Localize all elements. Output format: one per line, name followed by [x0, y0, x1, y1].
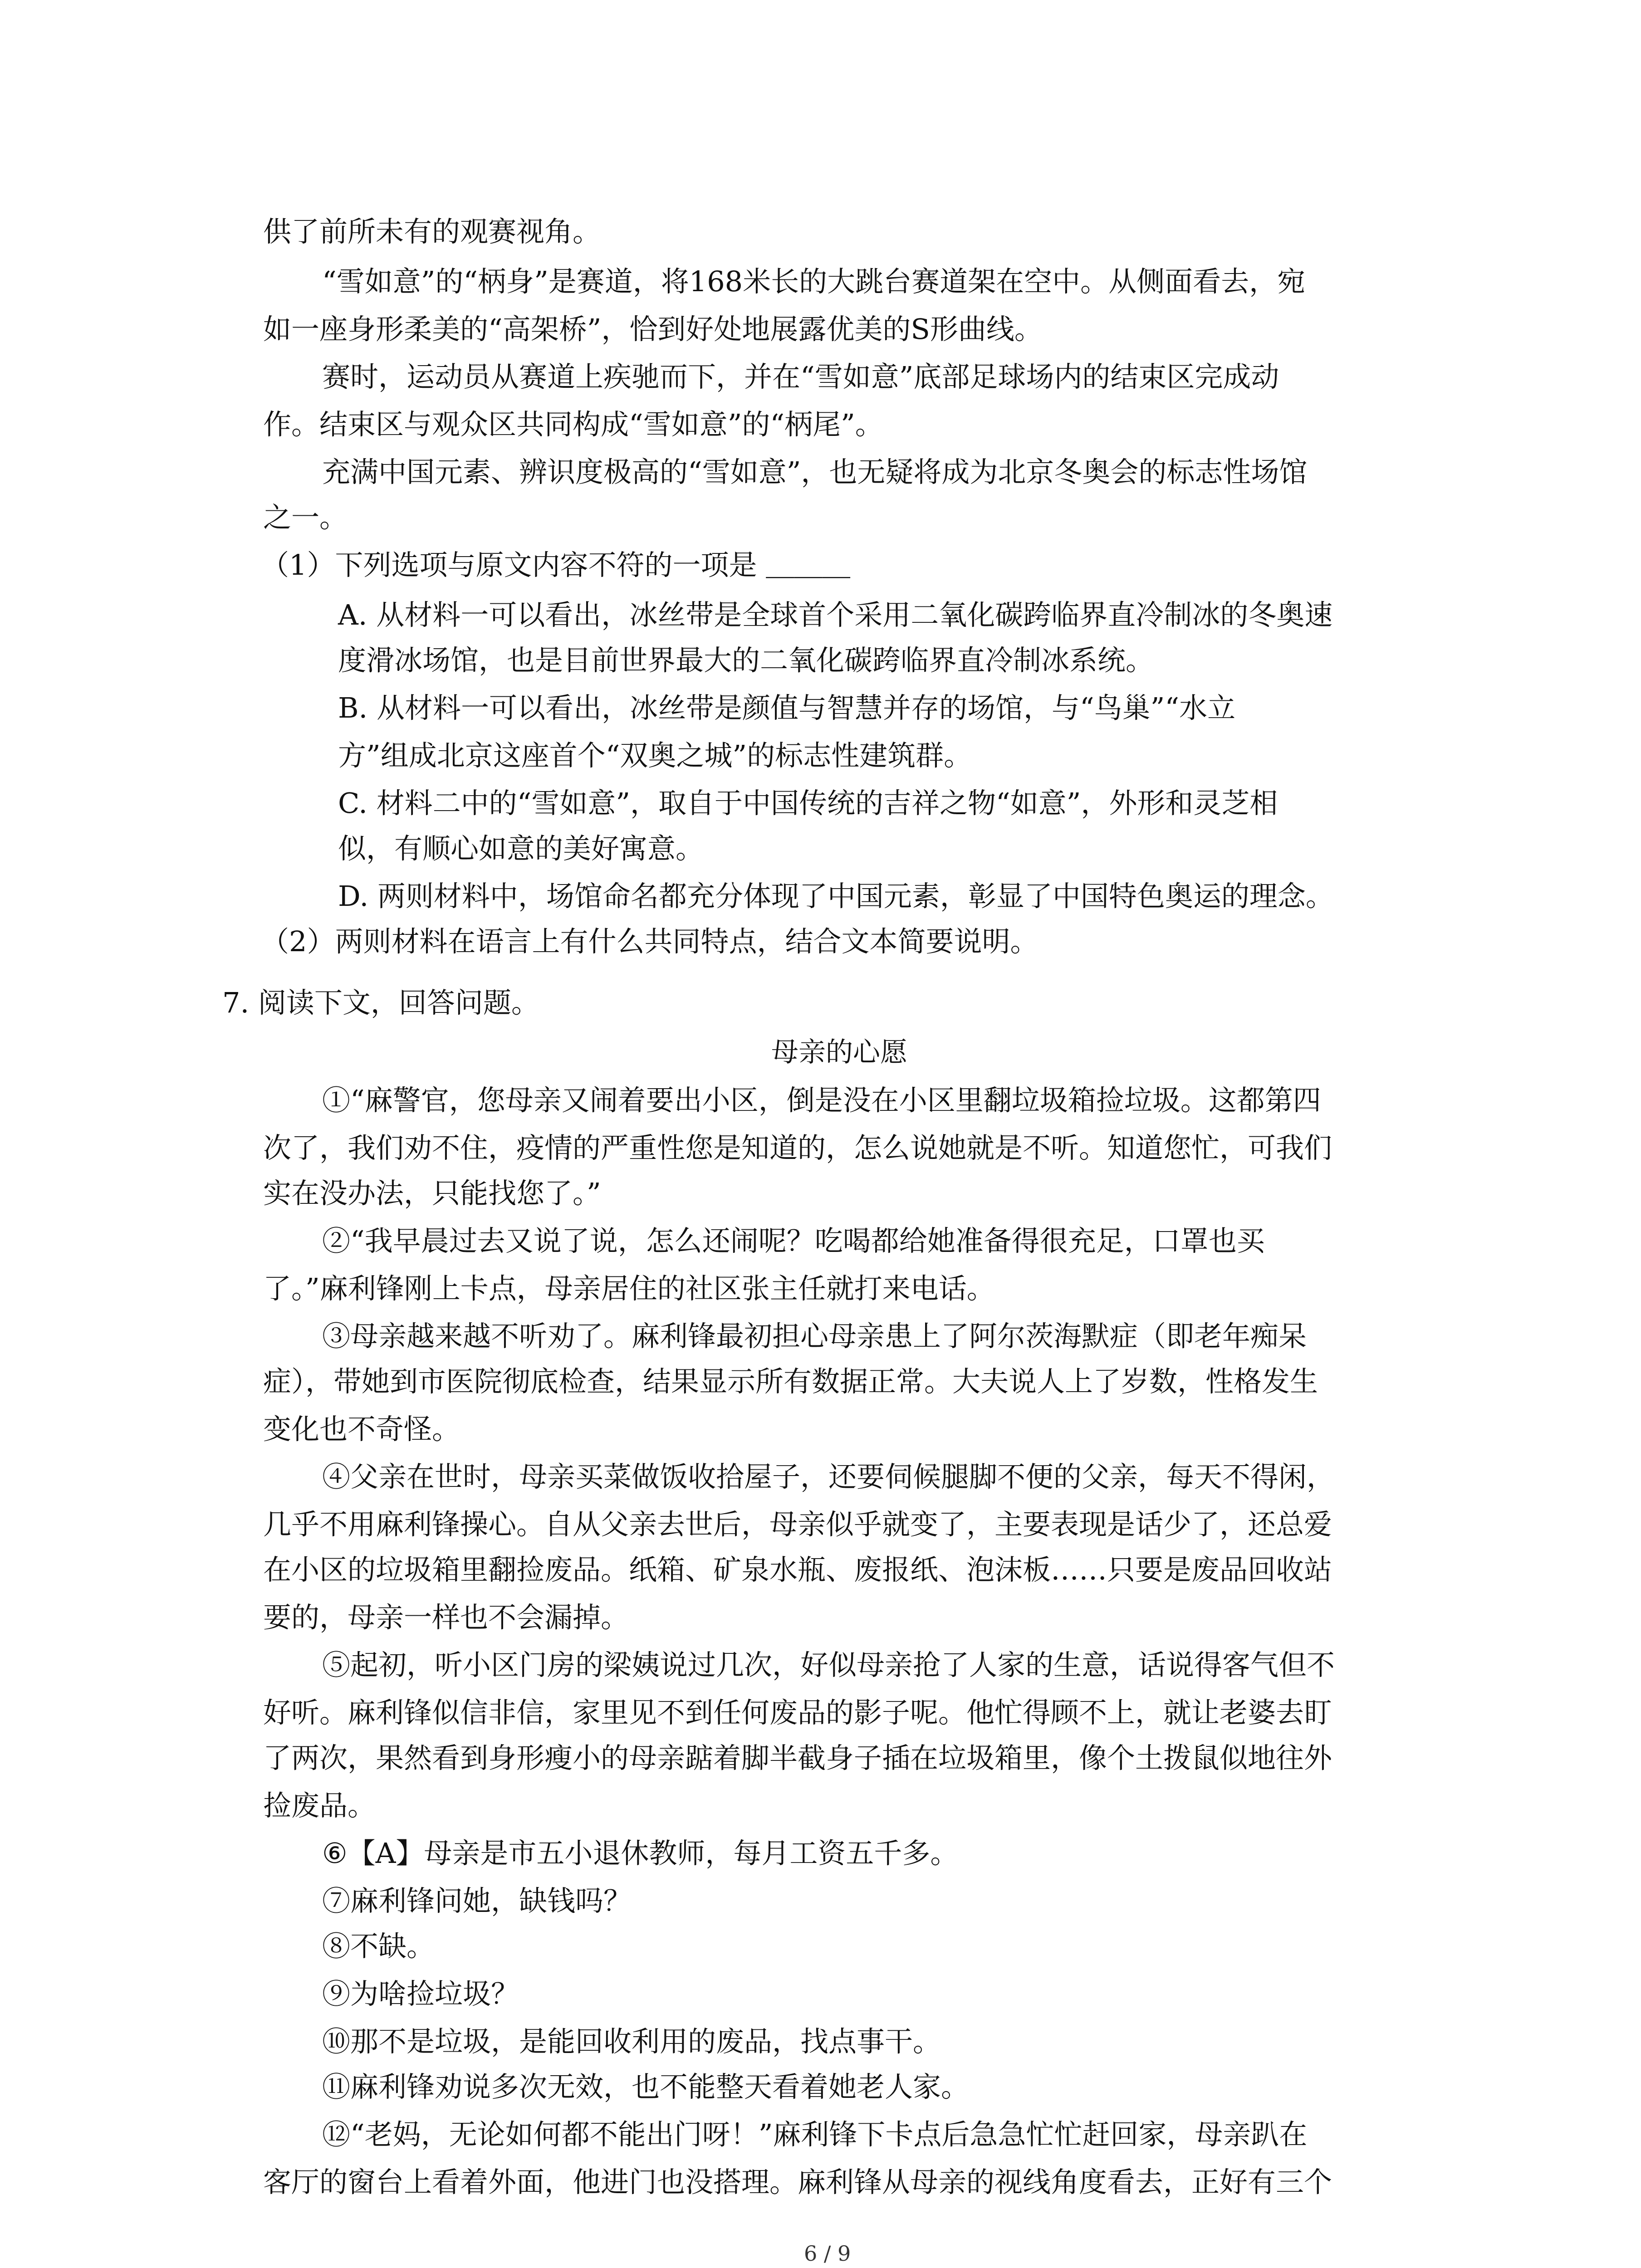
text-line: 实在没办法，只能找您了。” — [263, 1177, 601, 1210]
text-line: 次了，我们劝不住，疫情的严重性您是知道的，怎么说她就是不听。知道您忙，可我们 — [263, 1131, 1332, 1164]
text-line: ④父亲在世时，母亲买菜做饭收拾屋子，还要伺候腿脚不便的父亲，每天不得闲， — [322, 1460, 1335, 1493]
text-line: ①“麻警官，您母亲又闹着要出小区，倒是没在小区里翻垃圾箱捡垃圾。这都第四 — [322, 1084, 1321, 1117]
text-line: ⑤起初，听小区门房的梁姨说过几次，好似母亲抢了人家的生意，话说得客气但不 — [322, 1648, 1335, 1681]
text-line: 充满中国元素、辨识度极高的“雪如意”，也无疑将成为北京冬奥会的标志性场馆 — [322, 455, 1308, 489]
text-line: 要的，母亲一样也不会漏掉。 — [263, 1601, 629, 1634]
text-line: 如一座身形柔美的“高架桥”，恰到好处地展露优美的S形曲线。 — [263, 313, 1043, 346]
text-line: 几乎不用麻利锋操心。自从父亲去世后，母亲似乎就变了，主要表现是话少了，还总爱 — [263, 1508, 1332, 1541]
text-line: 赛时，运动员从赛道上疾驰而下，并在“雪如意”底部足球场内的结束区完成动 — [322, 360, 1279, 393]
option-b: B. 从材料一可以看出，冰丝带是颜值与智慧并存的场馆，与“鸟巢”“水立 — [338, 691, 1236, 724]
option-c-cont: 似，有顺心如意的美好寓意。 — [338, 832, 704, 865]
page-number: 6 / 9 — [804, 2241, 851, 2266]
option-b-cont: 方”组成北京这座首个“双奥之城”的标志性建筑群。 — [338, 739, 972, 772]
option-d: D. 两则材料中，场馆命名都充分体现了中国元素，彰显了中国特色奥运的理念。 — [338, 880, 1334, 913]
option-c: C. 材料二中的“雪如意”，取自于中国传统的吉祥之物“如意”，外形和灵芝相 — [338, 787, 1278, 820]
text-line: 好听。麻利锋似信非信，家里见不到任何废品的影子呢。他忙得顾不上，就让老婆去盯 — [263, 1696, 1332, 1729]
text-line: 在小区的垃圾箱里翻捡废品。纸箱、矿泉水瓶、废报纸、泡沫板……只要是废品回收站 — [263, 1553, 1332, 1586]
option-a: A. 从材料一可以看出，冰丝带是全球首个采用二氧化碳跨临界直冷制冰的冬奥速 — [338, 598, 1333, 631]
option-a-cont: 度滑冰场馆，也是目前世界最大的二氧化碳跨临界直冷制冰系统。 — [338, 644, 1154, 677]
text-line: 了。”麻利锋刚上卡点，母亲居住的社区张主任就打来电话。 — [263, 1272, 995, 1305]
text-line: ⑫“老妈，无论如何都不能出门呀！”麻利锋下卡点后急急忙忙赶回家，母亲趴在 — [322, 2118, 1308, 2151]
question-1: （1）下列选项与原文内容不符的一项是 ＿＿＿ — [261, 548, 851, 582]
text-line: 了两次，果然看到身形瘦小的母亲踮着脚半截身子插在垃圾箱里，像个土拨鼠似地往外 — [263, 1741, 1332, 1774]
text-line: 客厅的窗台上看着外面，他进门也没搭理。麻利锋从母亲的视线角度看去，正好有三个 — [263, 2165, 1332, 2199]
question-2: （2）两则材料在语言上有什么共同特点，结合文本简要说明。 — [261, 925, 1038, 958]
text-line: ⑧不缺。 — [322, 1930, 435, 1963]
text-line: 捡废品。 — [263, 1789, 376, 1822]
text-line: ⑥【A】母亲是市五小退休教师，每月工资五千多。 — [322, 1837, 959, 1870]
text-line: 症），带她到市医院彻底检查，结果显示所有数据正常。大夫说人上了岁数，性格发生 — [263, 1365, 1318, 1398]
text-line: ②“我早晨过去又说了说，怎么还闹呢？吃喝都给她准备得很充足，口罩也买 — [322, 1224, 1265, 1257]
text-line: 之一。 — [263, 501, 348, 534]
text-line: ⑩那不是垃圾，是能回收利用的废品，找点事干。 — [322, 2025, 941, 2058]
text-line: 变化也不奇怪。 — [263, 1413, 460, 1446]
passage-title: 母亲的心愿 — [771, 1036, 907, 1068]
text-line: 供了前所未有的观赛视角。 — [263, 215, 601, 248]
text-line: ⑦麻利锋问她，缺钱吗？ — [322, 1884, 632, 1917]
text-line: ⑪麻利锋劝说多次无效，也不能整天看着她老人家。 — [322, 2070, 970, 2103]
text-line: “雪如意”的“柄身”是赛道，将168米长的大跳台赛道架在空中。从侧面看去，宛 — [322, 265, 1306, 298]
text-line: ③母亲越来越不听劝了。麻利锋最初担心母亲患上了阿尔茨海默症（即老年痴呆 — [322, 1320, 1307, 1353]
question-7: 7. 阅读下文，回答问题。 — [222, 986, 539, 1019]
text-line: ⑨为啥捡垃圾？ — [322, 1977, 519, 2010]
text-line: 作。结束区与观众区共同构成“雪如意”的“柄尾”。 — [263, 408, 883, 441]
